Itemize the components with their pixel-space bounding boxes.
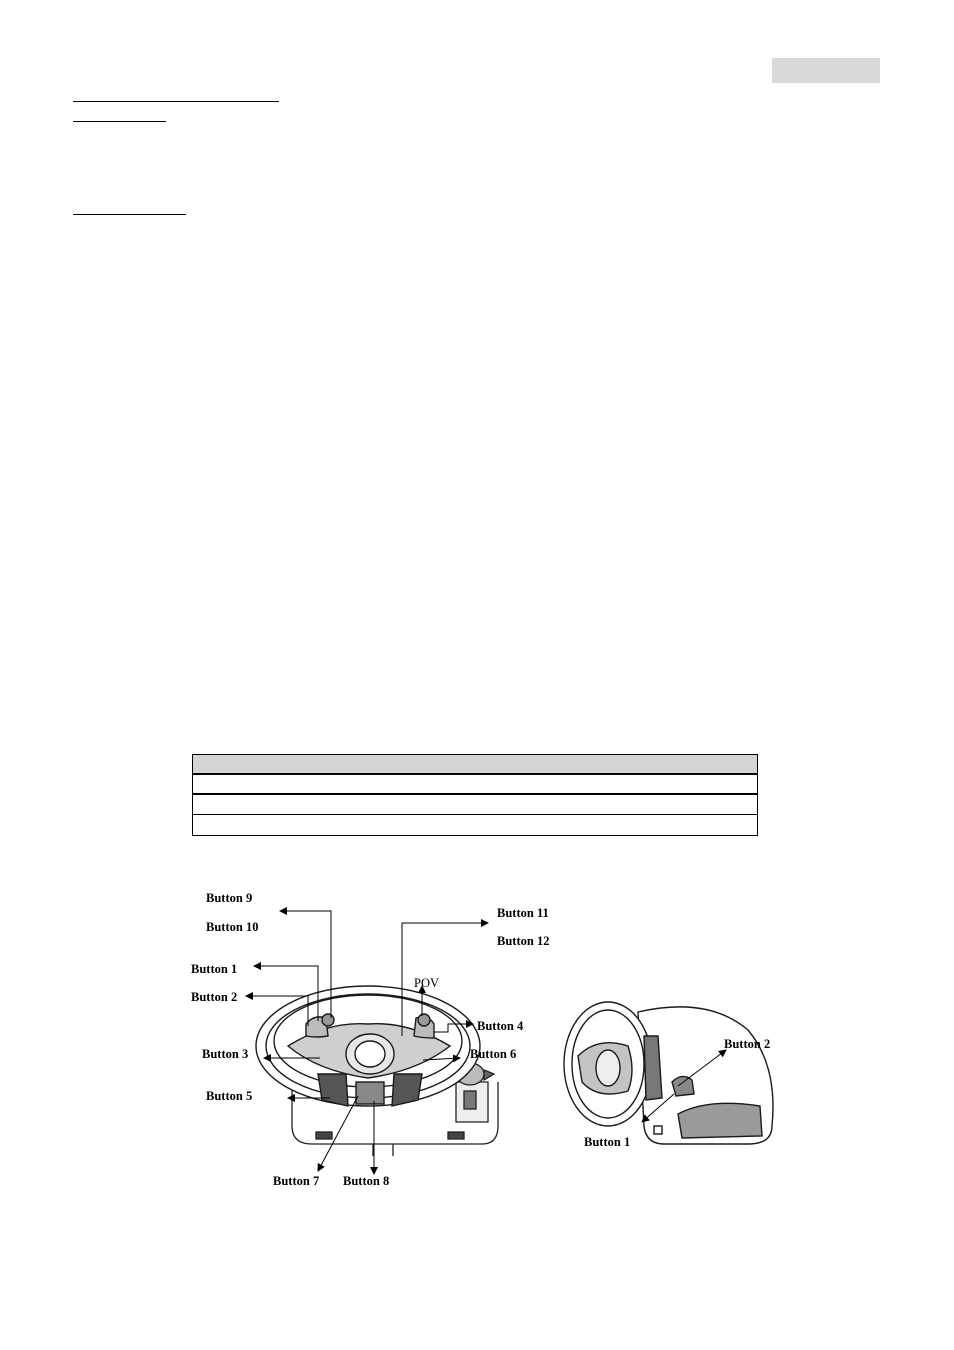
wheel-illustration xyxy=(188,886,788,1186)
spec-table-row xyxy=(193,775,757,795)
label-button-7: Button 7 xyxy=(273,1174,320,1188)
label-button-9: Button 9 xyxy=(206,891,253,905)
spec-table-row xyxy=(193,795,757,815)
spec-table xyxy=(192,754,758,836)
side-label-button-2: Button 2 xyxy=(724,1037,771,1051)
language-badge xyxy=(772,58,880,83)
heading-underline-3 xyxy=(73,214,186,215)
label-button-11: Button 11 xyxy=(497,906,549,920)
label-button-6: Button 6 xyxy=(470,1047,517,1061)
spec-table-row xyxy=(193,815,757,835)
label-button-12: Button 12 xyxy=(497,934,550,948)
side-label-button-1: Button 1 xyxy=(584,1135,631,1149)
label-button-4: Button 4 xyxy=(477,1019,524,1033)
label-button-8: Button 8 xyxy=(343,1174,390,1188)
label-button-10: Button 10 xyxy=(206,920,259,934)
label-button-2: Button 2 xyxy=(191,990,238,1004)
heading-underline-1 xyxy=(73,101,279,102)
label-pov: POV xyxy=(414,976,440,990)
label-button-1: Button 1 xyxy=(191,962,238,976)
steering-wheel xyxy=(256,986,480,1106)
label-button-5: Button 5 xyxy=(206,1089,253,1103)
spec-table-header-row xyxy=(193,755,757,775)
label-button-3: Button 3 xyxy=(202,1047,249,1061)
heading-underline-2 xyxy=(73,121,166,122)
wheel-button-diagram xyxy=(188,886,788,1186)
side-view-wheel xyxy=(564,1002,773,1144)
